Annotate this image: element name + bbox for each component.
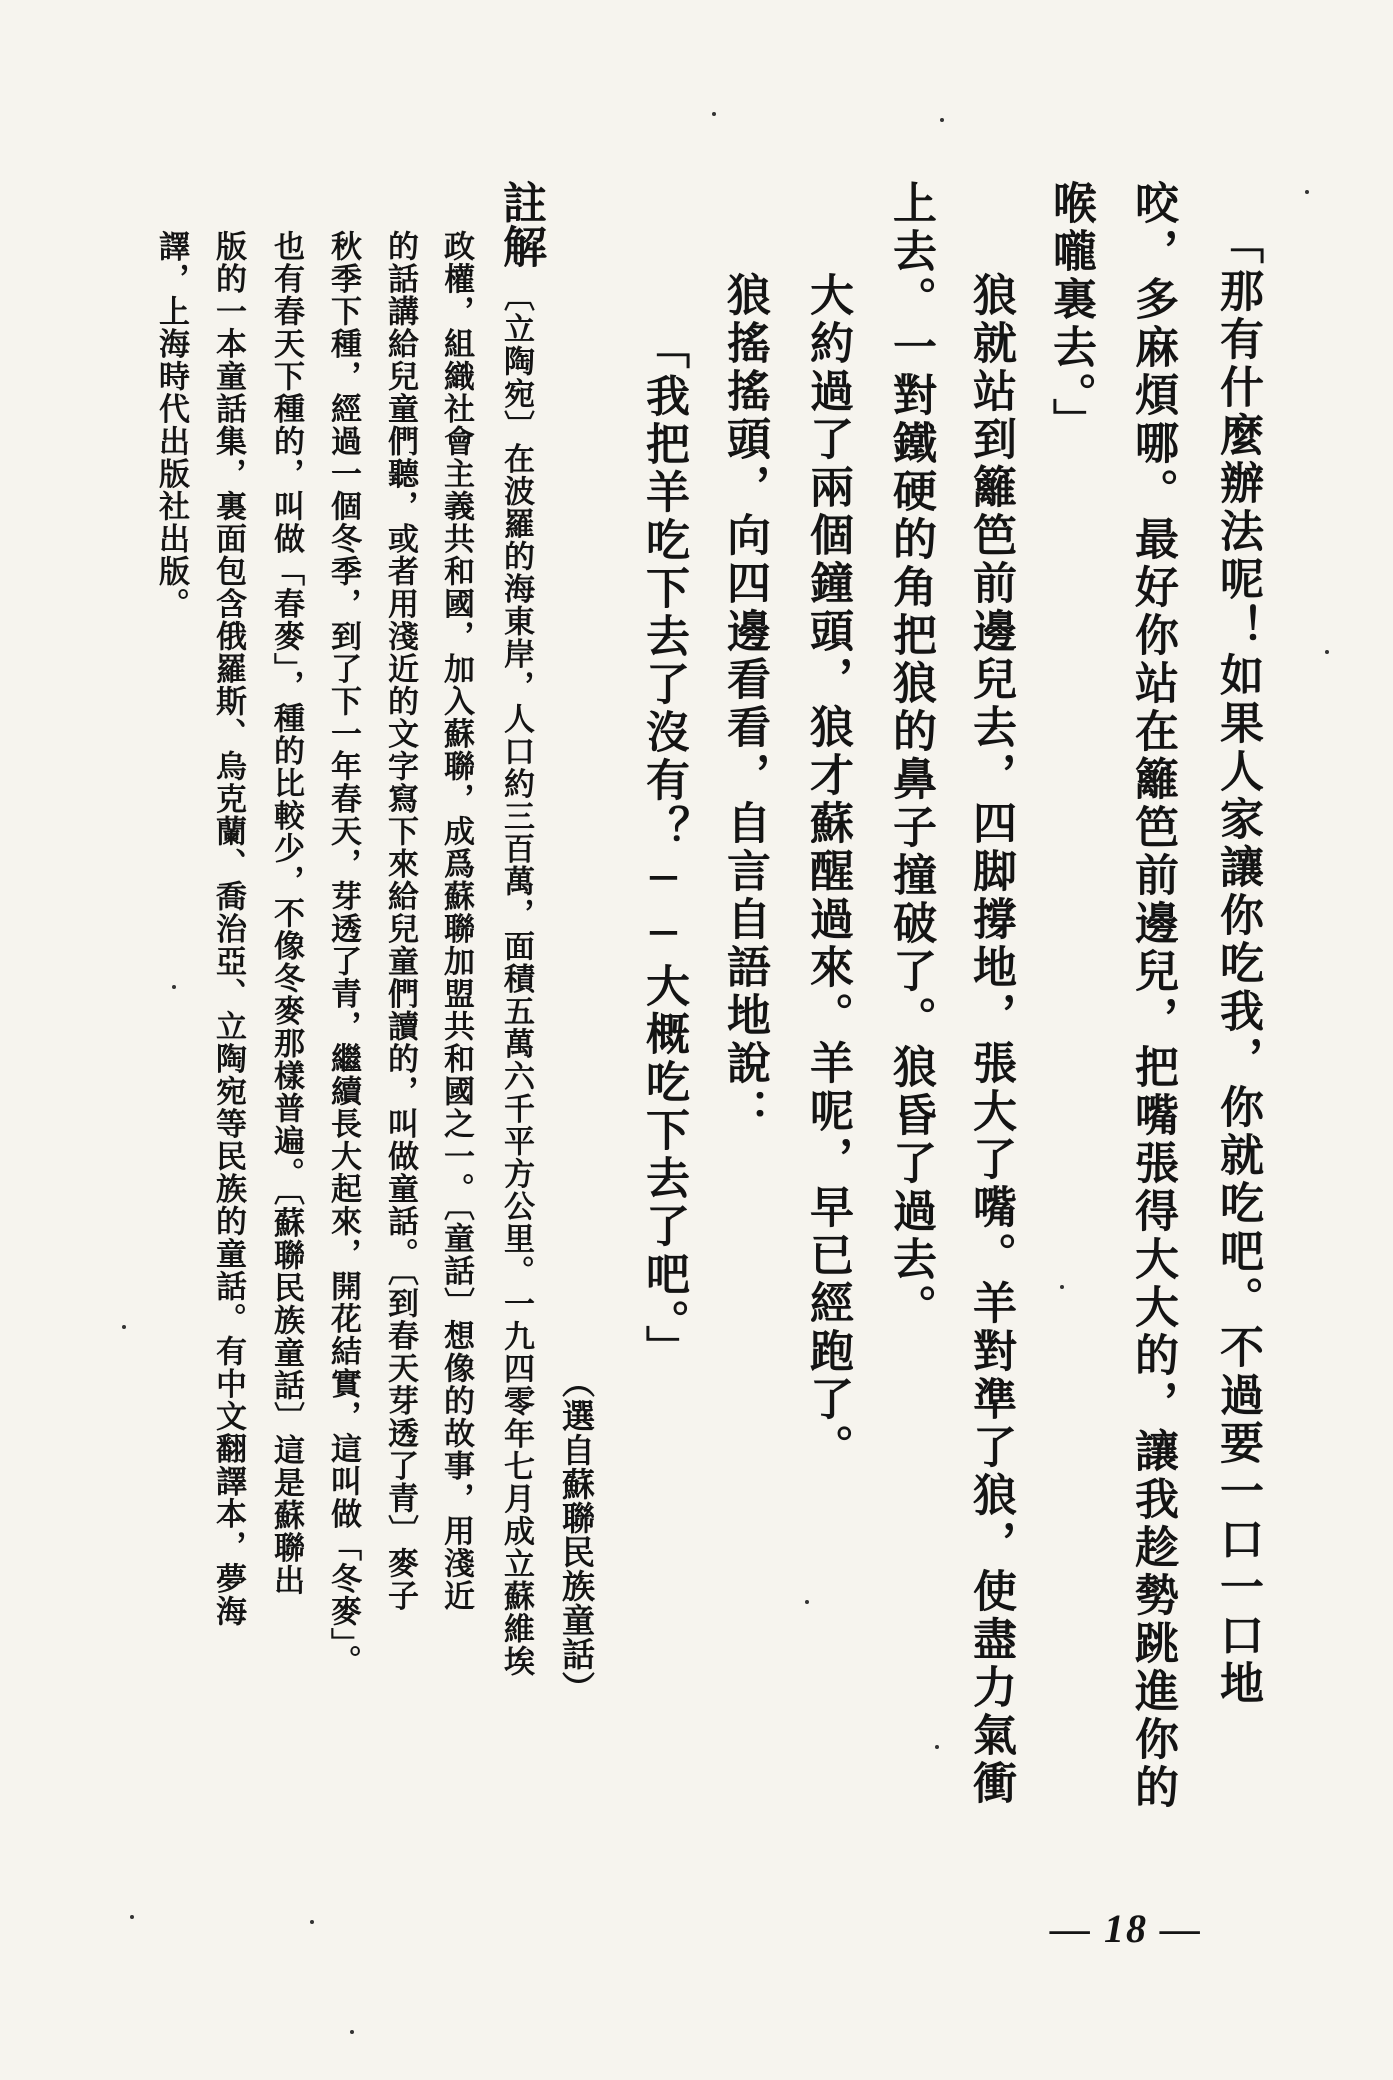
note-column-2: 政權，組織社會主義共和國，加入蘇聯，成爲蘇聯加盟共和國之一。〔童話〕想像的故事，用淺近 (438, 230, 474, 1612)
text-column-3: 喉嚨裏去。」 (1045, 180, 1096, 446)
note-column-5: 也有春天下種的，叫做「春麥」，種的比較少，不像冬麥那樣普遍。〔蘇聯民族童話〕這是蘇聯出 (268, 230, 304, 1597)
scan-speck (122, 1325, 126, 1329)
scan-speck (172, 985, 176, 989)
note-column-7: 譯，上海時代出版社出版。 (153, 230, 189, 620)
source-citation: （選自蘇聯民族童話） (557, 1365, 596, 1705)
scan-speck (935, 1745, 939, 1749)
text-column-6: 大約過了兩個鐘頭，狼才蘇醒過來。羊呢，早已經跑了。 (802, 272, 853, 1472)
page-number: — 18 — (1050, 1906, 1202, 1951)
text-column-4: 狼就站到籬笆前邊兒去，四脚撐地，張大了嘴。羊對準了狼，使盡力氣衝 (965, 272, 1016, 1808)
scan-speck (350, 2030, 354, 2034)
scan-speck (130, 1915, 134, 1919)
scan-speck (712, 112, 716, 116)
scan-speck (1305, 190, 1309, 194)
note-column-3: 的話講給兒童們聽，或者用淺近的文字寫下來給兒童們讀的，叫做童話。〔到春天芽透了青〕麥子 (382, 230, 418, 1612)
text-column-7: 狼搖搖頭，向四邊看看，自言自語地說： (719, 272, 770, 1136)
note-column-1: 〔立陶宛〕在波羅的海東岸，人口約三百萬，面積五萬六千平方公里。一九四零年七月成立蘇維埃 (498, 280, 534, 1678)
notes-heading: 註解 (495, 180, 546, 268)
scan-speck (940, 118, 944, 122)
text-column-5: 上去。一對鐵硬的角把狼的鼻子撞破了。狼昏了過去。 (885, 180, 936, 1332)
note-column-4: 秋季下種，經過一個冬季，到了下一年春天，芽透了青，繼續長大起來，開花結實，這叫做「冬麥」。 (325, 230, 361, 1677)
text-column-2: 咬，多麻煩哪。最好你站在籬笆前邊兒，把嘴張得大大的，讓我趁勢跳進你的 (1127, 180, 1178, 1812)
scan-speck (805, 1600, 809, 1604)
scan-speck (310, 1920, 314, 1924)
scan-speck (1325, 650, 1329, 654)
text-column-1: 「那有什麼辦法呢！如果人家讓你吃我，你就吃吧。不過要一口一口地 (1212, 220, 1263, 1708)
scan-speck (1060, 1285, 1064, 1289)
text-column-8: 「我把羊吃下去了沒有？──大概吃下去了吧。」 (638, 325, 689, 1373)
note-column-6: 版的一本童話集，裏面包含俄羅斯、烏克蘭、喬治亞、立陶宛等民族的童話。有中文翻譯本，夢海 (210, 230, 246, 1628)
